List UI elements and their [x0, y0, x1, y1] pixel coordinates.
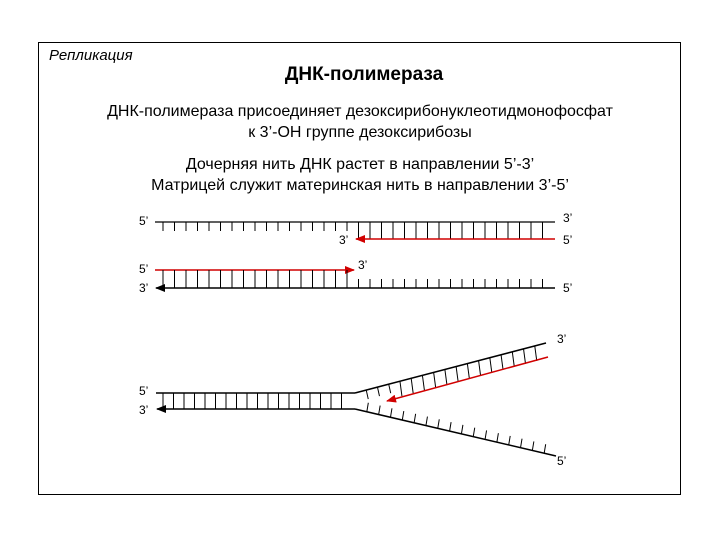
base-tick	[438, 419, 440, 428]
base-tick	[402, 411, 404, 420]
base-tick	[512, 352, 514, 367]
paragraph1-line1: ДНК-полимераза присоединяет дезоксирибонуклеотидмонофосфат	[107, 103, 613, 120]
label-5prime: 5’	[139, 384, 149, 398]
base-tick	[485, 430, 487, 439]
base-tick	[467, 364, 469, 379]
label-3prime-upper: 3’	[557, 332, 567, 346]
base-tick	[490, 358, 492, 373]
label-3prime: 3’	[139, 281, 149, 295]
section-label: Репликация	[49, 47, 133, 64]
paired-ticks	[163, 270, 543, 288]
base-tick	[366, 390, 368, 399]
paragraph2-line2: Матрицей служит материнская нить в направлении 3’-5’	[151, 177, 569, 194]
label-3prime-red: 3’	[358, 258, 368, 272]
base-tick	[544, 444, 546, 453]
base-tick	[400, 381, 402, 396]
base-tick	[422, 375, 424, 390]
base-tick	[445, 369, 447, 384]
base-tick	[456, 367, 458, 382]
base-tick	[377, 387, 379, 396]
upper-fork-strand	[355, 343, 546, 393]
paragraph1-line2: к 3’-OH группе дезоксирибозы	[248, 124, 472, 141]
base-tick	[479, 361, 481, 376]
label-5prime: 5’	[139, 214, 149, 228]
paragraph2-line1: Дочерняя нить ДНК растет в направлении 5’-3’	[185, 156, 535, 173]
base-tick	[535, 346, 537, 361]
base-tick	[426, 417, 428, 426]
base-tick	[434, 372, 436, 387]
base-tick	[461, 425, 463, 434]
base-tick	[501, 355, 503, 370]
diagram2	[139, 258, 572, 295]
base-tick	[509, 436, 511, 445]
slide-title: ДНК-полимераза	[284, 64, 444, 85]
label-5prime-bottom: 5’	[563, 233, 573, 247]
base-tick	[379, 406, 381, 415]
lower-fork-ticks	[367, 403, 546, 453]
label-3prime: 3’	[139, 403, 149, 417]
base-tick	[367, 403, 369, 412]
duplex-ticks	[163, 393, 342, 409]
base-tick	[497, 433, 499, 442]
base-tick	[389, 384, 391, 393]
label-5prime-lower: 5’	[557, 454, 567, 468]
label-5prime-right: 5’	[563, 281, 573, 295]
upper-fork-ticks	[366, 346, 537, 399]
lower-fork-strand	[355, 409, 556, 456]
base-tick	[532, 441, 534, 450]
base-tick	[450, 422, 452, 431]
diagram3-replication-fork	[139, 332, 566, 468]
base-tick	[473, 428, 475, 437]
base-tick	[521, 439, 523, 448]
base-tick	[390, 408, 392, 417]
template-strand-ticks	[163, 222, 543, 239]
diagram1	[139, 211, 572, 247]
base-tick	[411, 378, 413, 393]
label-3prime-arrow: 3’	[339, 233, 349, 247]
label-5prime: 5’	[139, 262, 149, 276]
base-tick	[524, 349, 526, 364]
label-3prime: 3’	[563, 211, 573, 225]
base-tick	[414, 414, 416, 423]
